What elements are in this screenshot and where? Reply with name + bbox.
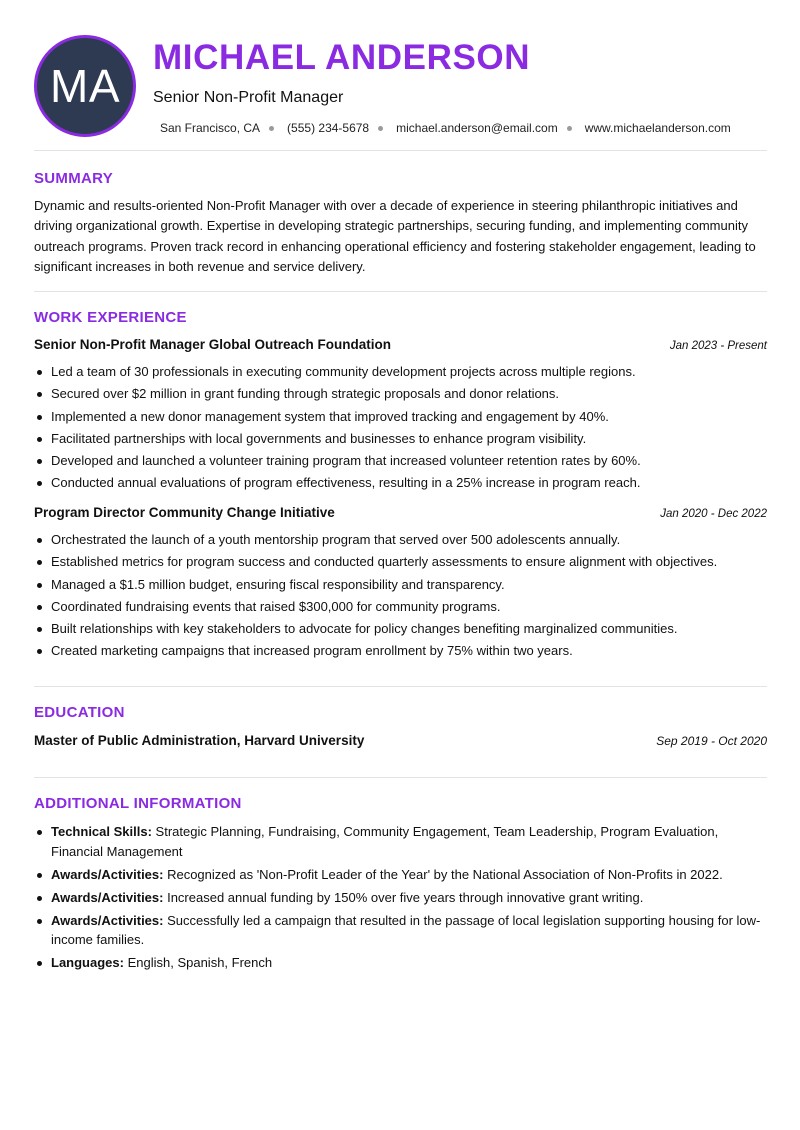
contact-email[interactable]: michael.anderson@email.com (396, 121, 558, 135)
list-item: Facilitated partnerships with local governments and businesses to enhance program visibility. (34, 428, 767, 450)
list-item (34, 953, 769, 973)
job-entry (34, 337, 767, 495)
job-bullets (34, 529, 767, 663)
experience-heading: WORK EXPERIENCE (34, 309, 187, 326)
summary-heading: SUMMARY (34, 170, 114, 187)
education-date: Sep 2019 - Oct 2020 (656, 734, 767, 748)
divider (34, 291, 767, 292)
summary-text: Dynamic and results-oriented Non-Profit Manager with over a decade of experience in steering philanthropic initiatives and driving organizational growth. Expertise in developing strategic partnerships, securing funding, and implementing community outreach programs. Proven track record in enhancing operational efficiency and fostering stakeholder engagement, leading to significant increases in both revenue and service delivery. (34, 198, 756, 274)
divider (34, 150, 767, 151)
job-date: Jan 2023 - Present (669, 340, 767, 352)
additional-list (34, 822, 769, 976)
list-item: Created marketing campaigns that increased program enrollment by 75% within two years. (34, 640, 767, 662)
candidate-name: MICHAEL ANDERSON (153, 38, 531, 77)
list-item (34, 911, 769, 950)
item-text: Strategic Planning, Fundraising, Community Engagement, Team Leadership, Program Evaluation, Financial Management (51, 824, 719, 859)
list-item: Developed and launched a volunteer training program that increased volunteer retention rates by 60%. (34, 450, 767, 472)
list-item (34, 822, 769, 861)
item-text: Recognized as 'Non-Profit Leader of the Year' by the National Association of Non-Profits in 2022. (163, 866, 723, 882)
list-item (34, 865, 769, 885)
item-label: Awards/Activities: (51, 912, 164, 928)
job-bullets (34, 361, 767, 495)
list-item: Conducted annual evaluations of program effectiveness, resulting in a 25% increase in program reach. (34, 472, 767, 494)
item-label: Awards/Activities: (51, 889, 164, 905)
education-entry (34, 733, 767, 748)
separator-dot (567, 126, 572, 131)
job-entry (34, 505, 767, 663)
item-label: Awards/Activities: (51, 866, 164, 882)
contact-phone: (555) 234-5678 (287, 121, 370, 135)
item-text: English, Spanish, French (123, 955, 273, 970)
list-item: Coordinated fundraising events that raised $300,000 for community programs. (34, 596, 767, 618)
list-item: Established metrics for program success and conducted quarterly assessments to ensure alignment with objectives. (34, 551, 767, 573)
item-text: Increased annual funding by 150% over five years through innovative grant writing. (163, 889, 644, 905)
candidate-title: Senior Non-Profit Manager (153, 89, 344, 106)
contact-website[interactable]: www.michaelanderson.com (584, 121, 731, 135)
avatar (34, 35, 136, 137)
job-role: Program Director Community Change Initiative (34, 505, 335, 520)
list-item (34, 888, 769, 908)
item-label: Languages: (51, 955, 124, 970)
list-item: Implemented a new donor management system that improved tracking and engagement by 40%. (34, 406, 767, 428)
additional-heading: ADDITIONAL INFORMATION (34, 795, 242, 812)
list-item: Secured over $2 million in grant funding through strategic proposals and donor relations. (34, 383, 767, 405)
divider (34, 777, 767, 778)
education-heading: EDUCATION (34, 704, 125, 721)
education-degree: Master of Public Administration, Harvard University (34, 733, 365, 748)
contact-bar (160, 121, 731, 135)
job-date: Jan 2020 - Dec 2022 (660, 508, 767, 520)
separator-dot (378, 126, 383, 131)
avatar-initials: MA (50, 60, 120, 112)
list-item: Built relationships with key stakeholders to advocate for policy changes benefiting marginalized communities. (34, 618, 767, 640)
item-label: Technical Skills: (51, 824, 152, 839)
list-item: Orchestrated the launch of a youth mentorship program that served over 500 adolescents annually. (34, 529, 767, 551)
contact-location: San Francisco, CA (160, 121, 261, 135)
divider (34, 686, 767, 687)
list-item: Managed a $1.5 million budget, ensuring fiscal responsibility and transparency. (34, 574, 767, 596)
job-role: Senior Non-Profit Manager Global Outreach Foundation (34, 337, 392, 352)
item-text: Successfully led a campaign that resulted in the passage of local legislation supporting housing for low-income families. (51, 912, 761, 947)
list-item: Led a team of 30 professionals in executing community development projects across multiple regions. (34, 361, 767, 383)
separator-dot (269, 126, 274, 131)
